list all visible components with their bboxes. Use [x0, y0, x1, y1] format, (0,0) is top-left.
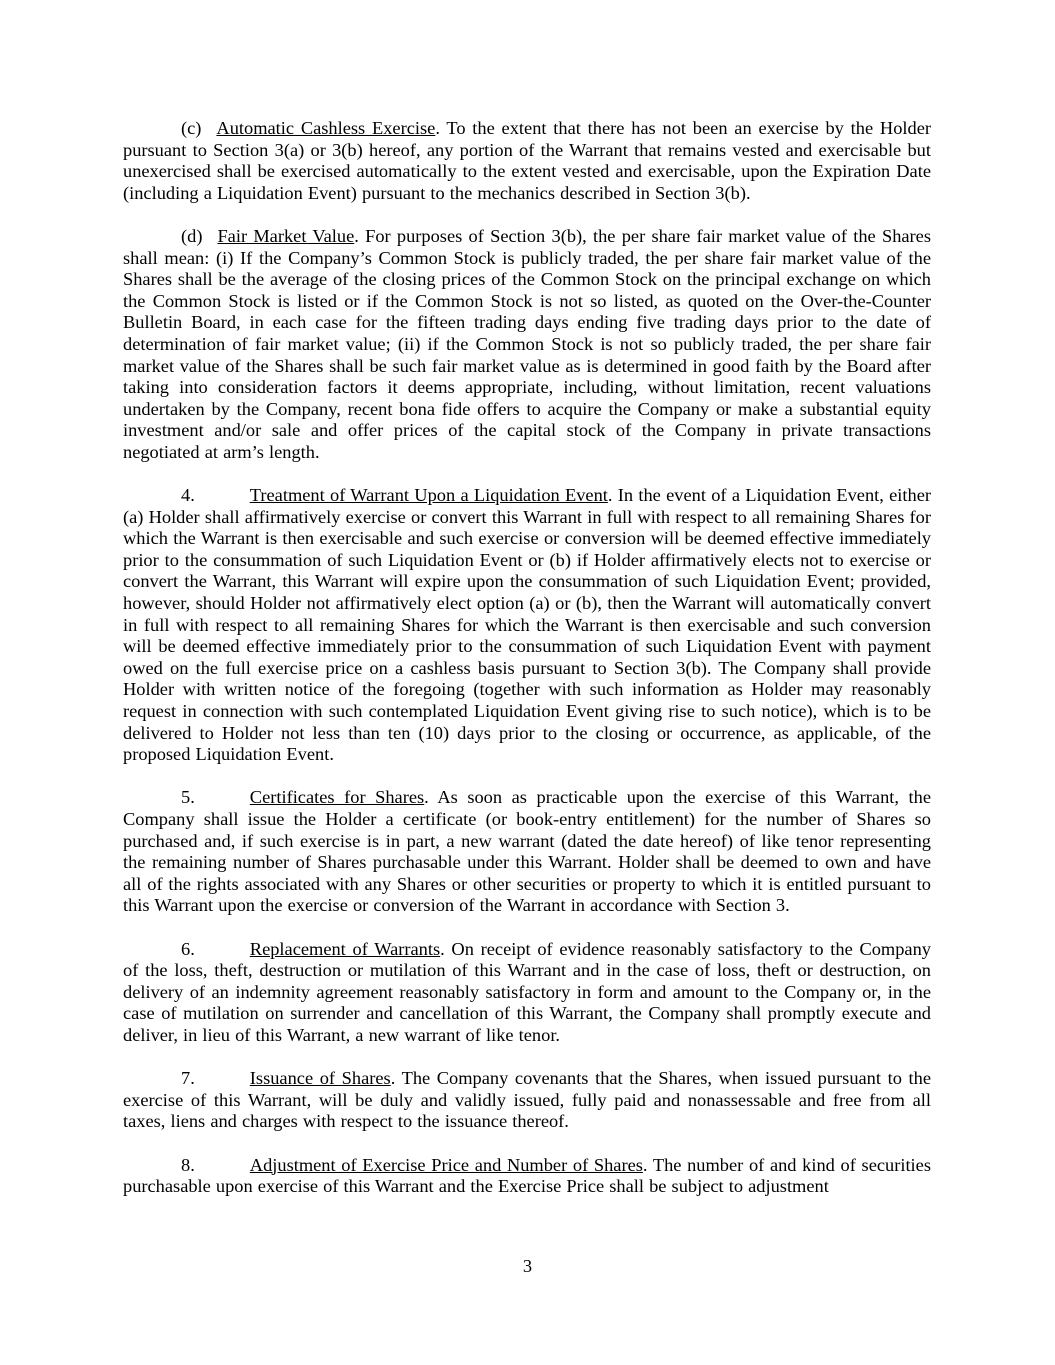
paragraph-body: . For purposes of Section 3(b), the per share fair market value of the Shares shall mean: (i) If the Company’s Common Stock is publicly traded, the per share fair market value of the Shares shall be the average of the closing prices of the Common Stock on the principal exchange on which the Common Stock is listed or if the Common Stock is not so listed, as quoted on the Over-the-Counter Bulletin Board, in each case for the fifteen trading days ending five trading days prior to the date of determination of fair market value; (ii) if the Common Stock is not so publicly traded, the per share fair market value of the Shares shall be such fair market value as is determined in good faith by the Board after taking into consideration factors it deems appropriate, including, without limitation, recent valuations undertaken by the Company, recent bona fide offers to acquire the Company or make a substantial equity investment and/or sale and offer prices of the capital stock of the Company in private transactions negotiated at arm’s length.	[123, 225, 931, 462]
section-heading: Adjustment of Exercise Price and Number of Shares	[249, 1154, 643, 1175]
section-body: . The number of and kind of securities purchasable upon exercise of this Warrant and the Exercise Price shall be subject to adjustment	[123, 1154, 931, 1197]
section-number: 6.	[181, 938, 195, 959]
paragraph-heading: Automatic Cashless Exercise	[216, 118, 436, 138]
section-certificates-for-shares	[123, 787, 931, 917]
section-heading: Certificates for Shares	[249, 787, 425, 808]
section-heading: Treatment of Warrant Upon a Liquidation Event	[249, 485, 608, 506]
paragraph-body: . To the extent that there has not been an exercise by the Holder pursuant to Section 3(a) or 3(b) hereof, any portion of the Warrant that remains vested and exercisable but unexercised shall be exercised automatically to the extent vested and exercisable, upon the Expiration Date (including a Liquidation Event) pursuant to the mechanics described in Section 3(b).	[123, 118, 931, 203]
section-body: . The Company covenants that the Shares, when issued pursuant to the exercise of this Warrant, will be duly and validly issued, fully paid and nonassessable and free from all taxes, liens and charges with respect to the issuance thereof.	[123, 1068, 931, 1132]
section-body: . As soon as practicable upon the exercise of this Warrant, the Company shall issue the Holder a certificate (or book-entry entitlement) for the number of Shares so purchased and, if such exercise is in part, a new warrant (dated the date hereof) of like tenor representing the remaining number of Shares purchasable under this Warrant. Holder shall be deemed to own and have all of the rights associated with any Shares or other securities or property to which it is entitled pursuant to this Warrant upon the exercise or conversion of the Warrant in accordance with Section 3.	[123, 787, 932, 916]
paragraph-automatic-cashless-exercise	[123, 118, 931, 204]
section-number: 5.	[181, 787, 195, 808]
page-number: 3	[522, 1256, 533, 1276]
section-body: . In the event of a Liquidation Event, either (a) Holder shall affirmatively exercise or convert this Warrant in full with respect to all remaining Shares for which the Warrant is then exercisable and such exercise or conversion will be deemed effective immediately prior to the consummation of such Liquidation Event or (b) if Holder affirmatively elects not to exercise or convert the Warrant, this Warrant will expire upon the consummation of such Liquidation Event; provided, however, should Holder not affirmatively elect option (a) or (b), then the Warrant will automatically convert in full with respect to all remaining Shares for which the Warrant is then exercisable and such conversion will be deemed effective immediately prior to the consummation of such Liquidation Event with payment owed on the full exercise price on a cashless basis pursuant to Section 3(b). The Company shall provide Holder with written notice of the foregoing (together with such information as Holder may reasonably request in connection with such contemplated Liquidation Event giving rise to such notice), which is to be delivered to Holder not less than ten (10) days prior to the closing or occurrence, as applicable, of the proposed Liquidation Event.	[123, 485, 931, 765]
section-body: . On receipt of evidence reasonably satisfactory to the Company of the loss, theft, destruction or mutilation of this Warrant and in the case of loss, theft or destruction, on delivery of an indemnity agreement reasonably satisfactory in form and amount to the Company or, in the case of mutilation on surrender and cancellation of this Warrant, the Company shall promptly execute and deliver, in lieu of this Warrant, a new warrant of like tenor.	[123, 938, 931, 1045]
section-number: 7.	[181, 1068, 195, 1089]
section-issuance-of-shares	[123, 1068, 931, 1133]
paragraph-heading: Fair Market Value	[217, 225, 355, 246]
section-number: 4.	[181, 485, 195, 506]
section-replacement-of-warrants	[123, 939, 931, 1047]
paragraph-label: (c)	[181, 118, 202, 138]
paragraph-label: (d)	[181, 225, 203, 246]
section-heading: Replacement of Warrants	[249, 938, 441, 959]
section-adjustment-of-exercise-price	[123, 1155, 931, 1198]
section-heading: Issuance of Shares	[249, 1068, 391, 1089]
paragraph-fair-market-value	[123, 226, 931, 464]
section-treatment-of-warrant	[123, 485, 931, 766]
section-number: 8.	[181, 1154, 195, 1175]
